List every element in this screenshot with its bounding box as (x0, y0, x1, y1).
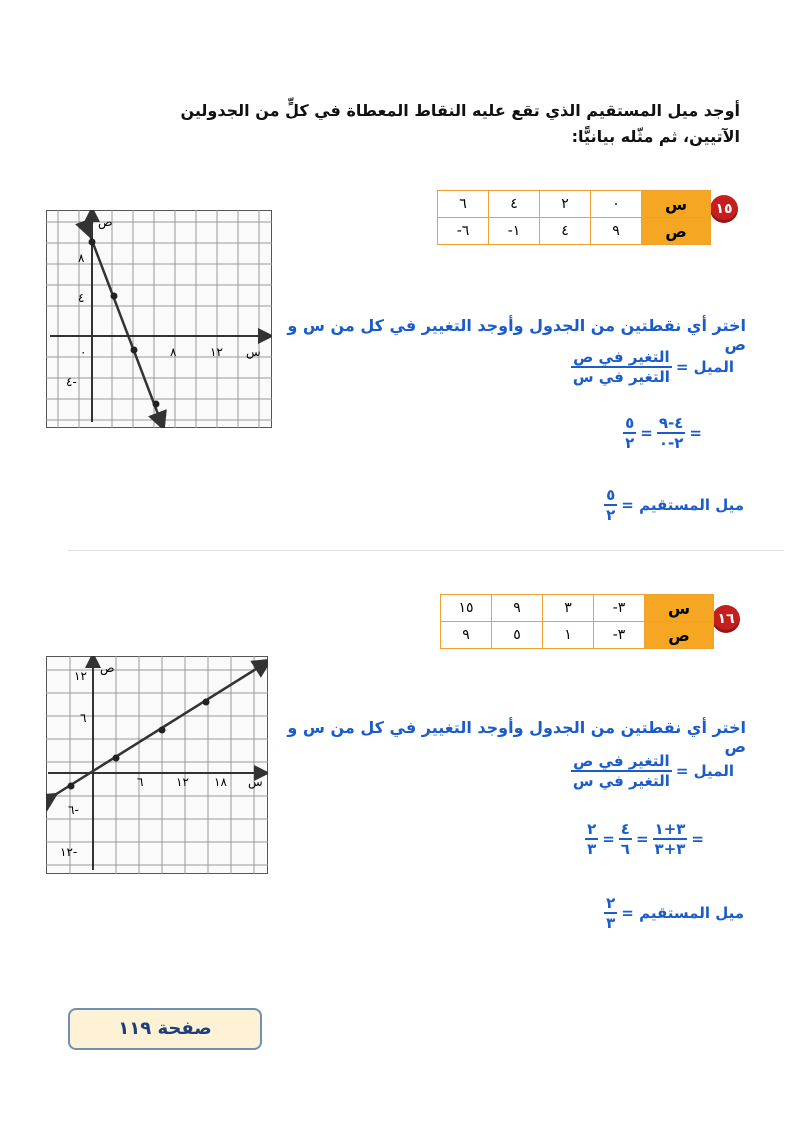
y-header: ص (645, 622, 714, 649)
fraction-denominator: ٢ (625, 434, 635, 452)
origin-label: ٠ (80, 345, 87, 359)
slope-calculation: = $\frac{٣+١}{٣+٣}$ = $\frac{٤}{٦}$ = $\frac{٢}{٣}$ (587, 820, 704, 858)
slope-label: الميل = (675, 762, 734, 780)
graph-point (203, 699, 210, 706)
graph-point (68, 783, 75, 790)
x-header: س (645, 595, 714, 622)
y-tick-label: ١٢- (60, 845, 78, 859)
y-tick-label: ٦- (68, 803, 79, 817)
y-axis-label: ص (98, 215, 113, 229)
slope-label: الميل = (675, 358, 734, 376)
graph-point (131, 347, 138, 354)
y-cell: ١- (489, 218, 540, 245)
slope-fraction (571, 348, 672, 386)
graph-problem-16 (46, 656, 268, 874)
graph-point (153, 401, 160, 408)
equals-sign: = (691, 830, 704, 848)
y-cell: ٩ (591, 218, 642, 245)
x-cell: ٩ (492, 595, 543, 622)
x-tick-label: ٨ (170, 345, 177, 359)
fraction-denominator: ٦ (620, 840, 630, 858)
x-cell: ٤ (489, 191, 540, 218)
section-divider (68, 550, 784, 551)
x-tick-label: ١٨ (214, 775, 227, 789)
fraction-numerator: ٢ (587, 820, 597, 838)
fraction-numerator: ٤-٩ (658, 414, 684, 432)
fraction-denominator: التغير في س (572, 772, 670, 790)
problem-number-badge: ١٦ (712, 605, 740, 633)
graph-problem-15 (46, 210, 272, 428)
x-cell: ٣ (543, 595, 594, 622)
x-tick-label: ٦ (137, 775, 144, 789)
final-slope (604, 486, 744, 524)
fraction-denominator: ٢-٠ (658, 434, 684, 452)
result-fraction (585, 820, 598, 858)
y-tick-label: ١٢ (74, 669, 87, 683)
calc-fraction (657, 414, 686, 452)
calc-fraction (653, 820, 688, 858)
fraction-numerator: ٤ (620, 820, 630, 838)
slope-calculation: = $\frac{٤-٩}{٢-٠}$ = $\frac{٥}{٢}$ (625, 414, 702, 452)
x-axis-label: س (248, 775, 263, 789)
x-cell: ١٥ (441, 595, 492, 622)
result-fraction (623, 414, 636, 452)
y-cell: ٩ (441, 622, 492, 649)
fraction-denominator: ٣ (606, 914, 616, 932)
x-header: س (642, 191, 711, 218)
y-header: ص (642, 218, 711, 245)
y-cell: ٥ (492, 622, 543, 649)
solution-instruction: اختر أي نقطتين من الجدول وأوجد التغيير في كل من س و ص (287, 718, 746, 756)
x-tick-label: ١٢ (210, 345, 223, 359)
page-number-box: صفحة ١١٩ (68, 1008, 262, 1050)
final-slope-label: ميل المستقيم = (621, 496, 744, 514)
values-table (440, 594, 714, 649)
slope-formula (571, 348, 734, 386)
slope-fraction (571, 752, 672, 790)
y-cell: ٤ (540, 218, 591, 245)
fraction-denominator: ٣+٣ (654, 840, 686, 858)
fraction-denominator: ٣ (587, 840, 597, 858)
solution-instruction: اختر أي نقطتين من الجدول وأوجد التغيير في كل من س و ص (287, 316, 746, 354)
fraction-numerator: ٣+١ (654, 820, 686, 838)
final-fraction (604, 894, 617, 932)
y-cell: ٣- (594, 622, 645, 649)
equals-sign: = (689, 424, 702, 442)
fraction-numerator: ٥ (625, 414, 635, 432)
mid-fraction (619, 820, 632, 858)
fraction-denominator: التغير في س (572, 368, 670, 386)
graph-point (113, 755, 120, 762)
x-tick-label: ١٢ (176, 775, 189, 789)
x-cell: ٦ (438, 191, 489, 218)
x-cell: ٣- (594, 595, 645, 622)
graph-point (159, 727, 166, 734)
fraction-numerator: ٢ (606, 894, 616, 912)
fraction-numerator: التغير في ص (573, 348, 670, 366)
x-cell: ٠ (591, 191, 642, 218)
final-fraction (604, 486, 617, 524)
y-tick-label: ٤ (78, 291, 85, 305)
y-tick-label: ٤- (66, 375, 77, 389)
fraction-numerator: التغير في ص (573, 752, 670, 770)
problem-number-badge: ١٥ (710, 195, 738, 223)
graph-point (111, 293, 118, 300)
final-slope (604, 894, 744, 932)
x-axis-label: س (246, 345, 261, 359)
y-cell: ٦- (438, 218, 489, 245)
y-cell: ١ (543, 622, 594, 649)
x-cell: ٢ (540, 191, 591, 218)
values-table (437, 190, 711, 245)
slope-formula (571, 752, 734, 790)
fraction-denominator: ٢ (606, 506, 616, 524)
y-tick-label: ٦ (80, 711, 87, 725)
fraction-numerator: ٥ (606, 486, 616, 504)
graph-point (89, 239, 96, 246)
y-tick-label: ٨ (78, 251, 85, 265)
final-slope-label: ميل المستقيم = (621, 904, 744, 922)
y-axis-label: ص (100, 661, 115, 675)
instruction-text: أوجد ميل المستقيم الذي تقع عليه النقاط المعطاة في كلٍّ من الجدولين الآتيين، ثم مثّله بيانيًّا: (180, 101, 740, 146)
